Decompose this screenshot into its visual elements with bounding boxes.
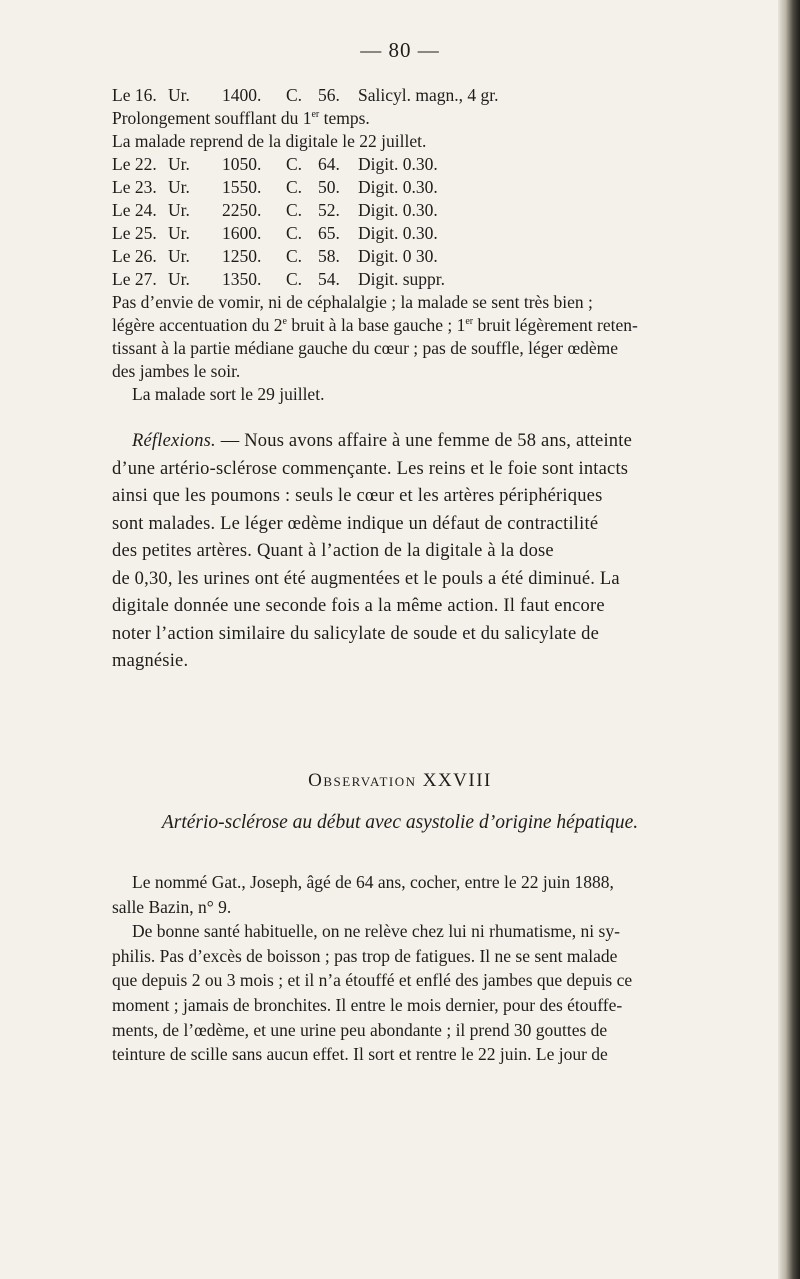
reflexions-line — [112, 428, 762, 456]
log-prescription: Digit. 0.30. — [358, 177, 438, 197]
observation-heading: Observation XXVIII — [308, 770, 492, 791]
log-c: C. — [286, 223, 303, 243]
log-prescription: Digit. 0 30. — [358, 246, 438, 266]
log-c-value: 65. — [318, 223, 340, 243]
para1-text: légère accentuation du 2 — [112, 315, 283, 335]
clinical-log — [112, 84, 762, 406]
log-ur: Ur. — [168, 177, 190, 197]
log-row — [112, 84, 762, 107]
log-day: Le 16. — [112, 85, 157, 105]
observation-line: teinture de scille sans aucun effet. Il sort et rentre le 22 juin. Le jour de — [112, 1044, 608, 1065]
log-c: C. — [286, 177, 303, 197]
reflexions-line: digitale donnée une seconde fois a la même action. Il faut encore — [112, 596, 605, 616]
log-day: Le 25. — [112, 223, 157, 243]
log-day: Le 24. — [112, 200, 157, 220]
log-volume: 1400. — [222, 85, 262, 105]
note-sup: er — [311, 109, 320, 121]
log-volume: 1550. — [222, 177, 262, 197]
note-reprise: La malade reprend de la digitale le 22 juillet. — [112, 131, 427, 151]
para1-line: des jambes le soir. — [112, 361, 241, 381]
log-volume: 1600. — [222, 223, 262, 243]
para1-line — [112, 314, 762, 337]
page-number: — 80 — — [360, 38, 440, 62]
log-c: C. — [286, 85, 303, 105]
observation-paragraph — [112, 870, 762, 1067]
log-row — [112, 245, 762, 268]
log-row — [112, 176, 762, 199]
log-volume: 2250. — [222, 200, 262, 220]
log-c-value: 50. — [318, 177, 340, 197]
log-prescription: Digit. suppr. — [358, 269, 446, 289]
reflexions-line: ainsi que les poumons : seuls le cœur et les artères périphériques — [112, 486, 603, 506]
log-c-value: 52. — [318, 200, 340, 220]
log-prescription: Digit. 0.30. — [358, 223, 438, 243]
observation-line: philis. Pas d’excès de boisson ; pas trop de fatigues. Il ne se sent malade — [112, 945, 618, 966]
log-day: Le 27. — [112, 269, 157, 289]
reflexions-line: sont malades. Le léger œdème indique un défaut de contractilité — [112, 513, 599, 534]
observation-line: Le nommé Gat., Joseph, âgé de 64 ans, cocher, entre le 22 juin 1888, — [132, 872, 614, 892]
log-ur: Ur. — [168, 200, 190, 220]
reflexions-text: — Nous avons affaire à une femme de 58 ans, atteinte — [215, 431, 632, 451]
log-c-value: 64. — [318, 154, 340, 174]
para1-sup: e — [282, 316, 287, 328]
log-row — [112, 153, 762, 176]
log-volume: 1250. — [222, 246, 262, 266]
para1-line: tissant à la partie médiane gauche du cœur ; pas de souffle, léger œdème — [112, 338, 619, 358]
reflexions-line: de 0,30, les urines ont été augmentées et le pouls a été diminué. La — [112, 568, 620, 589]
log-ur: Ur. — [168, 85, 190, 105]
log-prescription: Digit. 0.30. — [358, 200, 438, 220]
log-c-value: 58. — [318, 246, 340, 266]
observation-line: que depuis 2 ou 3 mois ; et il n’a étouffé et enflé des jambes que depuis ce — [112, 970, 633, 991]
observation-line: ments, de l’œdème, et une urine peu abondante ; il prend 30 gouttes de — [112, 1019, 608, 1040]
log-row — [112, 222, 762, 245]
log-day: Le 23. — [112, 177, 157, 197]
log-ur: Ur. — [168, 246, 190, 266]
log-ur: Ur. — [168, 269, 190, 289]
log-ur: Ur. — [168, 154, 190, 174]
note-prolongement — [112, 107, 762, 130]
log-c: C. — [286, 154, 303, 174]
log-c-value: 56. — [318, 85, 340, 105]
note-text: Prolongement soufflant du 1 — [112, 108, 312, 128]
log-c: C. — [286, 246, 303, 266]
book-spine-shadow — [778, 0, 800, 1279]
para1-text: bruit légèrement reten- — [473, 315, 638, 335]
log-day: Le 26. — [112, 246, 157, 266]
reflexions-line: d’une artério-sclérose commençante. Les reins et le foie sont intacts — [112, 458, 629, 479]
log-c-value: 54. — [318, 269, 340, 289]
log-volume: 1350. — [222, 269, 262, 289]
para1-text: bruit à la base gauche ; 1 — [287, 315, 466, 335]
log-c: C. — [286, 200, 303, 220]
reflexions-paragraph — [112, 428, 762, 676]
log-day: Le 22. — [112, 154, 157, 174]
observation-subtitle: Artério-sclérose au début avec asystolie d’origine hépatique. — [161, 812, 639, 833]
para1-line: Pas d’envie de vomir, ni de céphalalgie ; la malade se sent très bien ; — [112, 292, 593, 312]
log-prescription: Digit. 0.30. — [358, 154, 438, 174]
para1-line: La malade sort le 29 juillet. — [132, 384, 325, 404]
log-volume: 1050. — [222, 154, 262, 174]
log-row — [112, 199, 762, 222]
log-ur: Ur. — [168, 223, 190, 243]
reflexions-line: des petites artères. Quant à l’action de la digitale à la dose — [112, 541, 554, 561]
log-c: C. — [286, 269, 303, 289]
note-text-end: temps. — [319, 108, 370, 128]
log-row — [112, 268, 762, 291]
observation-line: moment ; jamais de bronchites. Il entre le mois dernier, pour des étouffe- — [112, 994, 623, 1015]
observation-line: salle Bazin, n° 9. — [112, 896, 232, 917]
reflexions-label: Réflexions. — [132, 431, 216, 451]
reflexions-line: noter l’action similaire du salicylate de soude et du salicylate de — [112, 623, 600, 644]
reflexions-line: magnésie. — [112, 651, 189, 671]
observation-line: De bonne santé habituelle, on ne relève chez lui ni rhumatisme, ni sy- — [132, 921, 620, 942]
para1-sup: er — [465, 316, 474, 328]
log-prescription: Salicyl. magn., 4 gr. — [358, 85, 499, 105]
